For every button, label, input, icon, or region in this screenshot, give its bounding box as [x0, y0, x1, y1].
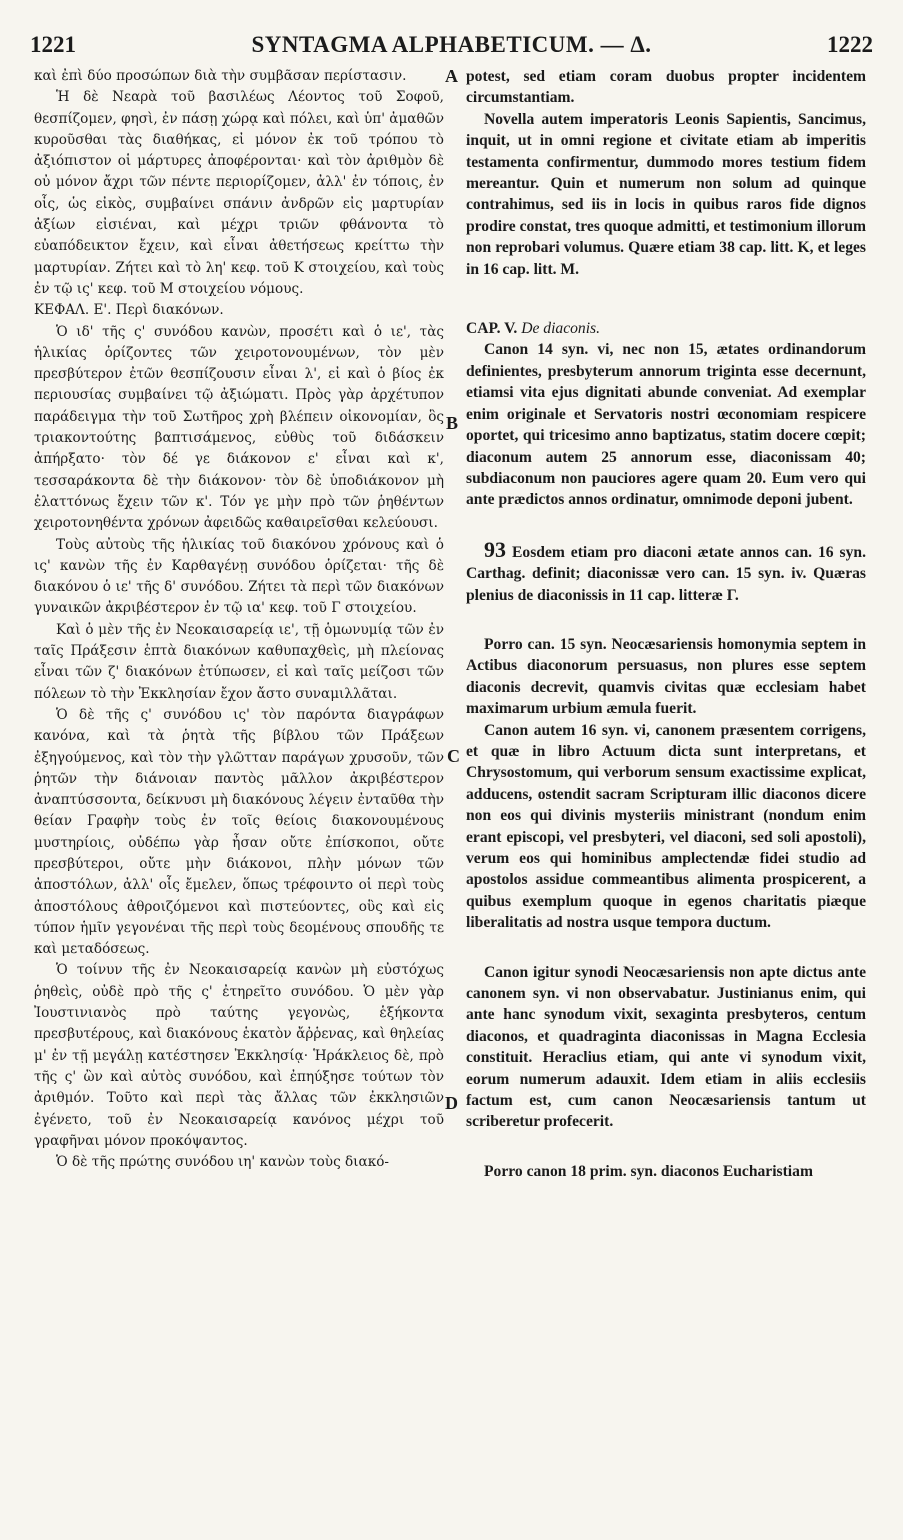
latin-column	[466, 66, 866, 1182]
latin-chapter-heading	[466, 318, 866, 339]
latin-paragraph-text: Eosdem etiam pro diaconi ætate annos can. 16 syn. Carthag. definit; diaconissæ vero can. 15 syn. iv. Quæras plenius de diaconissis in 11 cap. litteræ Γ.	[466, 543, 866, 604]
greek-paragraph: Ὁ δὲ τῆς πρώτης συνόδου ιη' κανὼν τοὺς διακό-	[56, 1154, 389, 1171]
latin-chapter-number: CAP. V.	[466, 320, 518, 338]
greek-paragraph: Ὁ τοίνυν τῆς ἐν Νεοκαισαρείᾳ κανὼν μὴ εὐστόχως ῥηθεὶς, οὐδὲ πρὸ τῆς ς' ἐτηρεῖτο συνόδου. Ὁ μὲν γὰρ Ἰουστινιανὸς πρὸ ταύτης γεγονὼς, ἑξήκοντα πρεσβυτέρους, καὶ διακόνους ἑκατὸν ἄῤῥενας, καὶ θηλείας μ' ἐν τῇ μεγάλῃ κατέστησεν Ἐκκλησίᾳ· Ἡράκλειος δὲ, πρὸ τῆς ς' ὢν καὶ αὐτὸς συνόδου, καὶ ἐπηύξησε τούτων τὸν ἀριθμόν. Τοῦτο καὶ περὶ τὰς ἄλλας τῶν ἐκκλησιῶν ἐγένετο, τοῦ ἐν Νεοκαισαρείᾳ κανόνος μέχρι τοῦ γραφῆναι μόνον προκόψαντος.	[34, 962, 444, 1149]
greek-paragraph: Ἡ δὲ Νεαρὰ τοῦ βασιλέως Λέοντος τοῦ Σοφοῦ, θεσπίζομεν, φησὶ, ἐν πάσῃ χώρᾳ καὶ πόλει, καὶ ὑπ' ἀμαθῶν κυροῦσθαι τὰς διαθήκας, εἰ μόνον ἐκ τοῦ τρόπου τὸ ἀξιόπιστον οἱ μάρτυρες ἀποφέρονται· καὶ τὸν ἀριθμὸν δὲ οὐ μόνον ἄχρι τῶν πέντε περιορίζομεν, ἀλλ' ἐν τόποις, ἐν οἷς, ὡς εἰκὸς, συμβαίνει σπάνιν ἀνδρῶν εἰς μαρτυρίαν ἀξίων εἰσιέναι, καὶ μέχρι τριῶν φθάνοντα τὸ εὐαπόδεικτον ἔχειν, καὶ εἶναι ἀθετήσεως κρείττω τὴν μαρτυρίαν. Ζήτει καὶ τὸ λη' κεφ. τοῦ Κ στοιχείου, καὶ τοὺς ἐν τῷ ις' κεφ. τοῦ Μ στοιχείου νόμους.	[34, 89, 444, 297]
greek-paragraph: Τοὺς αὐτοὺς τῆς ἡλικίας τοῦ διακόνου χρόνους καὶ ὁ ις' κανὼν τῆς ἐν Καρθαγένῃ συνόδου ὁρίζεται· τῆς δὲ διακόνου ὁ ιε' τῆς δ' συνόδου. Ζήτει τὰ περὶ τῶν διακόνων γυναικῶν ἀκριβέστερον ἐν τῷ ια' κεφ. τοῦ Γ στοιχείου.	[34, 536, 444, 617]
latin-paragraph: potest, sed etiam coram duobus propter incidentem circumstantiam.	[466, 68, 866, 107]
spacer	[466, 606, 866, 634]
latin-paragraph: Porro can. 15 syn. Neocæsariensis homonymia septem in Actibus diaconorum persuasus, non plures esse septem diaconis decrevit, quamvis civitas quæ ecclesiam habet maximarum urbium æmula fuerit.	[466, 635, 866, 718]
greek-column	[34, 66, 444, 1173]
section-marker-b: B	[446, 413, 459, 433]
greek-chapter-heading: ΚΕΦΑΛ. Ε'. Περὶ διακόνων.	[34, 302, 224, 319]
section-marker-a: A	[445, 66, 458, 86]
latin-paragraph	[466, 536, 866, 606]
page-number-left: 1221	[30, 32, 76, 57]
latin-paragraph: Canon 14 syn. vi, nec non 15, ætates ordinandorum definientes, presbyterum annorum triginta esse decernunt, etiamsi vita ejus dignitati abunde conveniat. Ad exemplar enim originale et Servatoris nostri œconomiam respicere oportet, qui tricesimo anno baptizatus, statim docere cœpit; diaconum autem 25 annorum esse, diaconissam 40; subdiaconum non pauciores agere quam 20. Eum vero qui ante prædictos annos ordinatur, omnimode deponi jubent.	[466, 341, 866, 509]
spacer	[466, 280, 866, 318]
running-title: SYNTAGMA ALPHABETICUM. — Δ.	[251, 32, 652, 57]
section-marker-c: C	[447, 746, 460, 766]
spacer	[466, 934, 866, 962]
latin-paragraph: Novella autem imperatoris Leonis Sapientis, Sancimus, inquit, ut in omni regione et civitate etiam ab imperitis testamenta confirmentur, dummodo mores testium fidem mereantur. Quin et numerum non solum ad quinque contrahimus, sed iis in locis in quibus raros fide dignos prodire constat, tres quoque admitti, et testimonium illorum non reprobari volumus. Quære etiam 38 cap. litt. K, et leges in 16 cap. litt. M.	[466, 110, 866, 278]
latin-chapter-title: De diaconis.	[521, 320, 601, 338]
latin-paragraph: Canon igitur synodi Neocæsariensis non apte dictus ante canonem syn. vi non observabatur. Justinianus enim, qui ante hanc synodum vixit, sexaginta presbyteros, centum diaconos, et quadraginta diaconissas in Magna Ecclesia constituit. Heraclius etiam, qui ante vi synodum vixit, eorum numerum adauxit. Idem etiam in aliis ecclesiis factum est, cum canon Neocæsariensis tantum ut scriberetur profecerit.	[466, 963, 866, 1131]
spacer	[466, 511, 866, 539]
greek-paragraph: Καὶ ὁ μὲν τῆς ἐν Νεοκαισαρείᾳ ιε', τῇ ὁμωνυμίᾳ τῶν ἐν ταῖς Πράξεσιν ἑπτὰ διακόνων καθυπαχθεὶς, μὴ πλείονας εἶναι τῶν ζ' διακόνων ἐτύπωσεν, εἰ καὶ ταῖς μείζοσι τῶν πόλεων τὸ τὴν Ἐκκλησίαν ἔχον ἄστο συναμιλλᾶται.	[34, 621, 444, 702]
page-number-right: 1222	[827, 32, 873, 57]
column-number-93: 93	[484, 536, 506, 562]
greek-paragraph: Ὁ δὲ τῆς ς' συνόδου ις' τὸν παρόντα διαγράφων κανόνα, καὶ τὰ ῥητὰ τῆς βίβλου τῶν Πράξεων ἐξηγούμενος, καὶ τὸν τὴν γλῶτταν παράγων χρυσοῦν, τῶν ῥητῶν τὴν διάνοιαν παντὸς μᾶλλον ἀκριβέστερον ἀναπτύσσοντα, δείκνυσι μὴ διακόνους λέγειν ἐνταῦθα τὴν θείαν Γραφὴν τοὺς ἐν τοῖς θείοις διακονουμένους μυστηρίοις, οὐδέπω γὰρ ἦσαν οὔτε ἐπίσκοποι, οὔτε πρεσβύτεροι, οὔτε μὴν διάκονοι, πλὴν μόνων τῶν ἀποστόλων, ἀλλ' οἷς ἔμελεν, ὅπως τρέφοιντο οἱ περὶ τοὺς ἀποστόλους ἀθροιζόμενοι καὶ πιστεύοντες, οὓς καὶ εἰς τύπον ἡμῖν γεγονέναι τῆς περὶ τοὺς δεομένους σπουδῆς τε καὶ μεταδόσεως.	[34, 706, 444, 958]
section-marker-d: D	[445, 1093, 458, 1113]
latin-paragraph: Canon autem 16 syn. vi, canonem præsentem corrigens, et quæ in libro Actuum dicta sunt interpretans, et Chrysostomum, qui verborum sensum exactissime explicat, adducens, ostendit sacram Scripturam illic diaconos dicere non eos qui divinis mysteriis ministrant (nondum enim erant episcopi, vel presbyteri, vel diaconi, sed soli apostoli), verum eos qui hominibus amplectendæ fidei studio ad apostolos assidue commeantibus alimenta prospicerent, a quibus exemplum quoque in egenos charitatis piæque liberalitatis ad nostra usque tempora ductum.	[466, 721, 866, 932]
greek-paragraph: καὶ ἐπὶ δύο προσώπων διὰ τὴν συμβᾶσαν περίστασιν.	[34, 68, 407, 84]
greek-paragraph: Ὁ ιδ' τῆς ς' συνόδου κανὼν, προσέτι καὶ ὁ ιε', τὰς ἡλικίας ὁρίζοντες τῶν χειροτονουμένων, τὸν μὲν πρεσβύτερον ἐτῶν θεσπίζουσιν εἶναι λ', εἰ καὶ ὁ βίος ἐκ περιουσίας συμβαίνει τῷ ἀξιώματι. Πρὸς γὰρ ἀρχέτυπον παράδειγμα τὴν τοῦ Σωτῆρος χρὴ βλέπειν οἰκονομίαν, ὃς τριακοντούτης βαπτισάμενος, εὐθὺς τοῦ διδάσκειν ἀπήρξατο· τὸν δέ γε διάκονον ε' εἶναι καὶ κ', τεσσαράκοντα δὲ τὴν διάκονον· τὸν δὲ ὑποδιάκονον μὴ ἐλαττόνως ἔχειν τῶν κ'. Τόν γε μὴν πρὸ τῶν ῥηθέντων χειροτονηθέντα χρόνων ἀφειδῶς καθαιρεῖσθαι κελεύουσι.	[34, 323, 444, 532]
latin-paragraph: Porro canon 18 prim. syn. diaconos Eucharistiam	[484, 1162, 813, 1180]
running-header	[30, 32, 873, 64]
spacer	[466, 1133, 866, 1161]
